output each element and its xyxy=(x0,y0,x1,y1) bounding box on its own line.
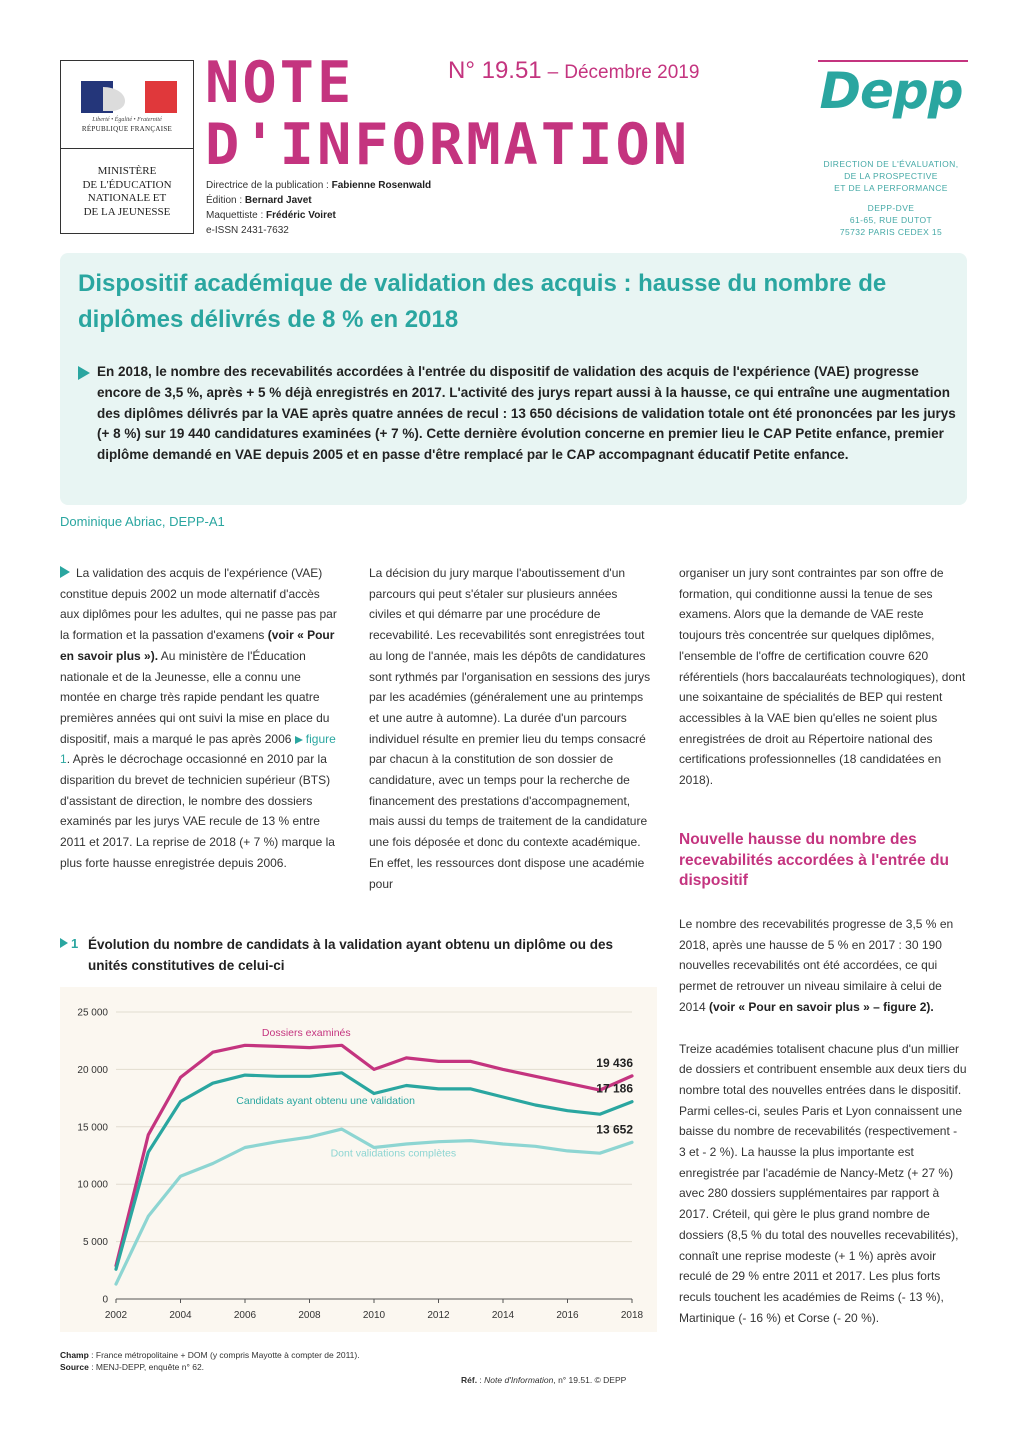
issue-separator: – xyxy=(547,62,559,83)
series-label: Dossiers examinés xyxy=(261,1027,351,1040)
y-tick-label: 15 000 xyxy=(77,1122,108,1134)
depp-logo: Depp xyxy=(819,62,963,120)
x-tick-label: 2012 xyxy=(427,1310,450,1321)
x-tick-label: 2010 xyxy=(362,1310,386,1321)
figure-arrow-icon xyxy=(60,938,68,948)
summary-arrow-icon xyxy=(78,366,90,380)
champ-note: Champ : France métropolitaine + DOM (y compris Mayotte à compter de 2011). xyxy=(60,1350,360,1360)
x-tick-label: 2016 xyxy=(556,1310,579,1321)
republic-logo xyxy=(61,61,193,149)
line-chart xyxy=(60,987,657,1332)
end-value-label: 13 652 xyxy=(596,1122,633,1137)
figure-1-link[interactable]: figure 1 xyxy=(60,731,336,767)
depp-address: DEPP-DVE 61-65, RUE DUTOT 75732 PARIS CEDEX 15 xyxy=(839,203,943,237)
publication-title: NOTE D'INFORMATION xyxy=(205,50,691,178)
body-column-3: organiser un jury sont contraintes par son offre de formation, qui conditionne aussi la tenue de ses examens. Alors que la demande de VAE reste toujours très concentrée sur quelques diplômes, l'ensemble de l'offre de certification couvre 620 référentiels (hors baccalauréats technologiques), dont une soixantaine de spécialités de BEP qui restent accessibles à la VAE bien qu'elles ne soient plus enregistrées de droit au Répertoire national des certifications professionnelles (18 candidatées en 2018). xyxy=(679,566,966,788)
credit-line: Maquettiste : Frédéric Voiret xyxy=(206,210,336,221)
ministry-logo-box xyxy=(60,60,194,234)
y-tick-label: 10 000 xyxy=(77,1179,108,1191)
x-tick-label: 2006 xyxy=(233,1310,257,1321)
see-more-reference[interactable]: (voir « Pour en savoir plus »). xyxy=(60,628,335,663)
see-more-figure-2-reference[interactable]: (voir « Pour en savoir plus » – figure 2). xyxy=(709,999,934,1014)
x-tick-label: 2014 xyxy=(491,1310,515,1321)
figure-footnotes xyxy=(60,1349,360,1373)
ministry-name: MINISTÈRE DE L'ÉDUCATION NATIONALE ET DE LA JEUNESSE xyxy=(82,165,172,218)
body-column-3-continued xyxy=(679,914,967,1328)
author-line: Dominique Abriac, DEPP-A1 xyxy=(60,514,225,529)
section-heading: Nouvelle hausse du nombre des recevabilités accordées à l'entrée du dispositif xyxy=(679,831,949,889)
paragraph: Le nombre des recevabilités progresse de 3,5 % en 2018, après une hausse de 5 % en 2017 : 30 190 nouvelles recevabilités ont été accordées, ce qui permet de retrouver un niveau similaire à celui de 2014 (voir « Pour en savoir plus » – figure 2). xyxy=(679,917,954,1014)
paragraph: Treize académies totalisent chacune plus d'un millier de dossiers et contribuent ensemble aux deux tiers du nombre total des nouvelles entrées dans le dispositif. Parmi celles-ci, seules Paris et Lyon connaissent une baisse du nombre de recevabilités (respectivement - 3 et - 2 %). La hausse la plus importante est enregistrée par l'académie de Nancy-Metz (+ 27 %) avec 280 dossiers supplémentaires par rapport à 2017. Créteil, qui gère le plus grand nombre de dossiers (8,5 % du total des nouvelles recevabilités), connaît une reprise modeste (+ 1 %) après avoir reculé de 29 % entre 2011 et 2017. Les plus forts reculs touchent les académies de Reims (- 13 %), Martinique (- 16 %) et Corse (- 20 %). xyxy=(679,1041,967,1325)
marianne-flag-icon xyxy=(81,81,177,113)
body-column-2: La décision du jury marque l'aboutissement d'un parcours qui peut s'étaler sur plusieurs années civiles et qui démarre par une procédure de recevabilité. Les recevabilités sont enregistrées tout au long de l'année, mais les dépôts de candidatures sont rythmés par l'organisation en sessions des jurys par les académies (généralement une au printemps et une autre à automne). La durée d'un parcours individuel résulte en premier lieu du temps consacré par chacun à la constitution de son dossier de candidature, avec un temps pour la recherche de financement des prestations d'accompagnement, mais aussi du temps de traitement de la candidature une fois déposée et donc du contexte académique. En effet, les ressources dont dispose une académie pour xyxy=(369,566,651,891)
end-value-label: 19 436 xyxy=(596,1055,633,1070)
source-note: Source : MENJ-DEPP, enquête n° 62. xyxy=(60,1362,205,1372)
figure-title: Évolution du nombre de candidats à la validation ayant obtenu un diplôme ou des unités constitutives de celui-ci xyxy=(88,937,614,973)
figure-arrow-icon xyxy=(295,736,303,744)
figure-number: 1 xyxy=(60,936,78,951)
credit-line: Directrice de la publication : Fabienne Rosenwald xyxy=(206,180,432,191)
y-tick-label: 0 xyxy=(102,1294,108,1306)
y-tick-label: 20 000 xyxy=(77,1064,108,1076)
issue-info xyxy=(448,57,699,85)
summary-text: En 2018, le nombre des recevabilités accordées à l'entrée du dispositif de validation des acquis de l'expérience (VAE) progresse encore de 3,5 %, après + 5 % déjà enregistrés en 2017. L'activité des jurys repart aussi à la hausse, ce qui entraîne une augmentation des diplômes délivrés par la VAE après quatre années de recul : 13 650 décisions de validation totale ont été prononcées par les jurys (+ 8 %) sur 19 440 candidatures examinées (+ 7 %). Cette dernière évolution concerne en premier lieu le CAP Petite enfance, premier diplôme demandé en VAE depuis 2005 et en passe d'être remplacé par le CAP accompagnant éducatif Petite enfance. xyxy=(97,364,956,463)
body-column-1: La validation des acquis de l'expérience (VAE) constitue depuis 2002 un mode alternatif d'accès aux diplômes pour les adultes, qui ne passe pas par la formation et la passation d'examens (voir « Pour en savoir plus »). Au ministère de l'Éducation nationale et de la Jeunesse, elle a connu une montée en charge très rapide pendant les quatre premières années qui ont suivi la mise en place du dispositif, mais a marqué le pas après 2006 figure 1. Après le décrochage occasionné en 2010 par la disparition du brevet de technicien supérieur (BTS) d'assistant de direction, le nombre des dossiers examinés par les jurys VAE recule de 13 % entre 2011 et 2017. La reprise de 2018 (+ 7 %) marque la plus forte hausse enregistrée depuis 2006. xyxy=(60,566,337,870)
issue-number: N° 19.51 xyxy=(448,57,542,84)
publication-credits xyxy=(206,178,431,238)
depp-description: DIRECTION DE L'ÉVALUATION, DE LA PROSPECTIVE ET DE LA PERFORMANCE xyxy=(823,159,959,193)
republic-name: RÉPUBLIQUE FRANÇAISE xyxy=(81,125,173,133)
paragraph-arrow-icon xyxy=(60,566,70,578)
credit-line: Édition : Bernard Javet xyxy=(206,195,312,206)
x-tick-label: 2008 xyxy=(298,1310,321,1321)
y-tick-label: 25 000 xyxy=(77,1007,108,1019)
series-label: Dont validations complètes xyxy=(330,1147,457,1160)
y-tick-label: 5 000 xyxy=(82,1237,108,1249)
republic-motto: Liberté • Égalité • Fraternité xyxy=(92,117,162,123)
credit-line: e-ISSN 2431-7632 xyxy=(206,225,289,236)
summary-title: Dispositif académique de validation des acquis : hausse du nombre de diplômes délivrés de 8 % en 2018 xyxy=(78,270,887,333)
x-tick-label: 2002 xyxy=(104,1310,128,1321)
x-tick-label: 2018 xyxy=(620,1310,644,1321)
figure-reference: Réf. : Note d'Information, n° 19.51. © DEPP xyxy=(461,1375,627,1385)
series-label: Candidats ayant obtenu une validation xyxy=(236,1094,415,1107)
x-tick-label: 2004 xyxy=(169,1310,192,1321)
end-value-label: 17 186 xyxy=(596,1081,633,1096)
issue-date: Décembre 2019 xyxy=(564,62,700,83)
